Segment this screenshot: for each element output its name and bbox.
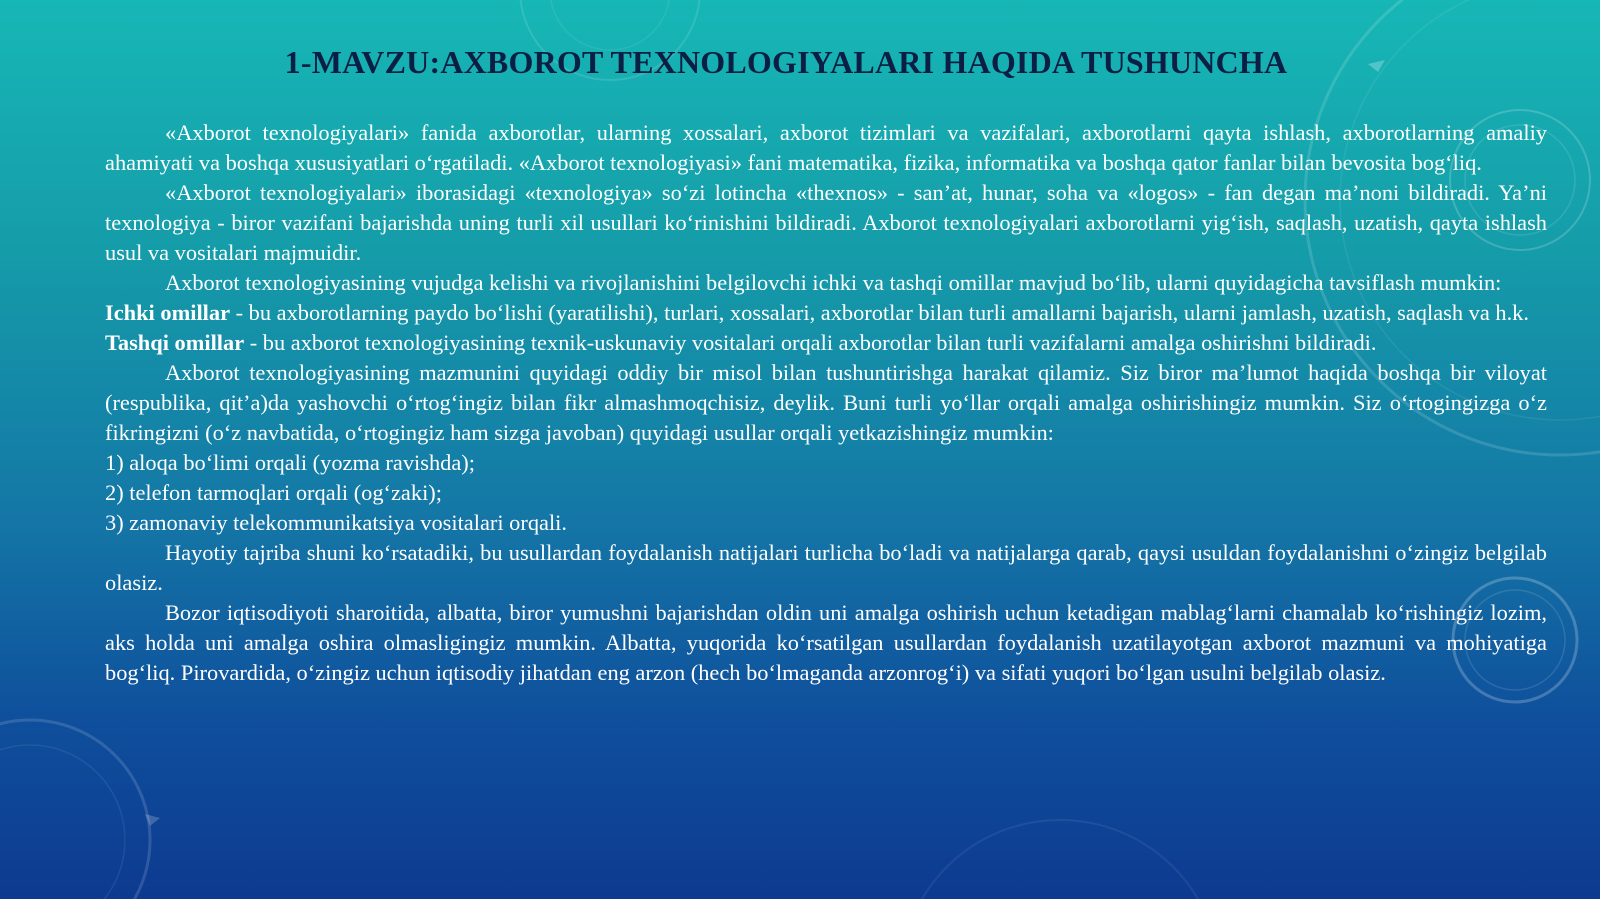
list-item: 3) zamonaviy telekommunikatsiya vositalari orqali.	[105, 510, 567, 535]
paragraph-market: Bozor iqtisodiyoti sharoitida, albatta, biror yumushni bajarishdan oldin uni amalga oshirish uchun ketadigan mablag‘larni chamalab ko‘rishingiz lozim, aks holda uni amalga oshira olmasligingiz mumkin. Albatta, yuqorida ko‘rsatilgan usullardan foydalanish uzatilayotgan axborot mazmuni va mohiyatiga bog‘liq. Pirovardida, o‘zingiz uchun iqtisodiy jihatdan eng arzon (hech bo‘lmaganda arzonrog‘i) va sifati yuqori bo‘lgan usulni belgilab olasiz.	[105, 600, 1547, 685]
internal-factors-text: - bu axborotlarning paydo bo‘lishi (yaratilishi), turlari, xossalari, axborotlar bilan turli amallarni bajarish, ularni jamlash, uzatish, saqlash va h.k.	[230, 300, 1529, 325]
paragraph-external-factors	[105, 328, 1547, 358]
slide-title: 1-MAVZU:AXBOROT TEXNOLOGIYALARI HAQIDA TUSHUNCHA	[284, 44, 1288, 80]
paragraph-etymology: «Axborot texnologiyalari» iborasidagi «texnologiya» so‘zi lotincha «thexnos» - san’at, hunar, soha va «logos» - fan degan ma’noni bildiradi. Ya’ni texnologiya - biror vazifani bajarishda uning turli xil usullari ko‘rinishini bildiradi. Axborot texnologiyalari axborotlarni yig‘ish, saqlash, uzatish, qayta ishlash usul va vositalari majmuidir.	[105, 180, 1547, 265]
external-factors-label: Tashqi omillar	[105, 330, 245, 355]
external-factors-text: - bu axborot texnologiyasining texnik-uskunaviy vositalari orqali axborotlar bilan turli vazifalarni amalga oshirishni bildiradi.	[244, 330, 1377, 355]
list-item: 1) aloqa bo‘limi orqali (yozma ravishda);	[105, 450, 475, 475]
internal-factors-label: Ichki omillar	[105, 300, 231, 325]
paragraph-intro: «Axborot texnologiyalari» fanida axborotlar, ularning xossalari, axborot tizimlari va vazifalari, axborotlarni qayta ishlash, axborotlarning amaliy ahamiyati va boshqa xususiyatlari o‘rgatiladi. «Axborot texnologiyasi» fani matematika, fizika, informatika va boshqa qator fanlar bilan bevosita bog‘liq.	[105, 120, 1547, 175]
paragraph-factors: Axborot texnologiyasining vujudga kelishi va rivojlanishini belgilovchi ichki va tashqi omillar mavjud bo‘lib, ularni quyidagicha tavsiflash mumkin:	[165, 270, 1502, 295]
paragraph-internal-factors	[105, 298, 1547, 328]
paragraph-experience: Hayotiy tajriba shuni ko‘rsatadiki, bu usullardan foydalanish natijalari turlicha bo‘ladi va natijalarga qarab, qaysi usuldan foydalanishni o‘zingiz belgilab olasiz.	[105, 540, 1547, 595]
slide-body	[105, 118, 1547, 688]
list-item: 2) telefon tarmoqlari orqali (og‘zaki);	[105, 480, 442, 505]
paragraph-example: Axborot texnologiyasining mazmunini quyidagi oddiy bir misol bilan tushuntirishga harakat qilamiz. Siz biror ma’lumot haqida boshqa bir viloyat (respublika, qit’a)da yashovchi o‘rtog‘ingiz bilan fikr almashmoqchisiz, deylik. Buni turli yo‘llar orqali amalga oshirishingiz mumkin. Siz o‘rtogingizga o‘z fikringizni (o‘z navbatida, o‘rtogingiz ham sizga javoban) quyidagi usullar orqali yetkazishingiz mumkin:	[105, 360, 1547, 445]
